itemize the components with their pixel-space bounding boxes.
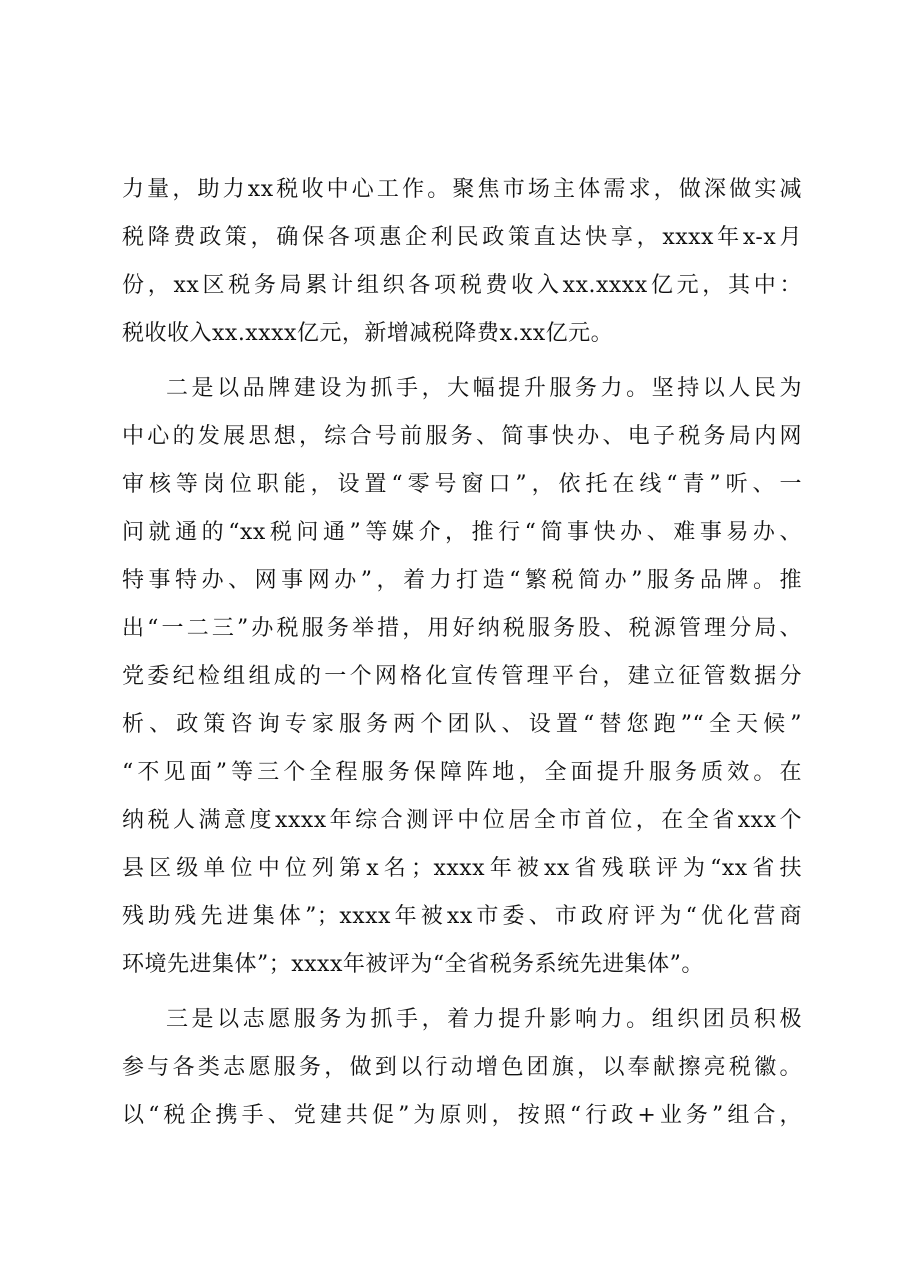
text-line: 税收收入xx.xxxx亿元，新增减税降费x.xx亿元。 [122, 321, 614, 346]
text-line: 出“一二三”办税服务举措，用好纳税服务股、税源管理分局、 [122, 616, 802, 641]
text-line: 税降费政策，确保各项惠企利民政策直达快享，xxxx年x-x月 [122, 225, 802, 250]
paragraph-gap [122, 358, 802, 365]
text-line: 中心的发展思想，综合号前服务、简事快办、电子税务局内网 [122, 424, 802, 449]
text-line: “不见面”等三个全程服务保障阵地，全面提升服务质效。在 [122, 760, 802, 785]
document-body [122, 166, 802, 1140]
paragraph-2 [122, 365, 802, 989]
text-line: 力量，助力xx税收中心工作。聚焦市场主体需求，做深做实减 [122, 177, 802, 202]
text-line: 以“税企携手、党建共促”为原则，按照“行政+业务”组合， [122, 1103, 802, 1128]
text-line: 残助残先进集体”；xxxx年被xx市委、市政府评为“优化营商 [122, 904, 802, 929]
text-line: 环境先进集体”；xxxx年被评为“全省税务系统先进集体”。 [122, 952, 704, 977]
text-line: 份，xx区税务局累计组织各项税费收入xx.xxxx亿元，其中： [122, 273, 802, 298]
text-line: 党委纪检组组成的一个网格化宣传管理平台，建立征管数据分 [122, 664, 802, 689]
text-line: 二是以品牌建设为抓手，大幅提升服务力。坚持以人民为 [166, 376, 802, 401]
text-line: 析、政策咨询专家服务两个团队、设置“替您跑”“全天候” [122, 712, 802, 737]
paragraph-gap [122, 989, 802, 996]
text-line: 县区级单位中位列第x名；xxxx年被xx省残联评为“xx省扶 [122, 856, 802, 881]
text-line: 参与各类志愿服务，做到以行动增色团旗，以奉献擦亮税徽。 [122, 1055, 802, 1080]
text-line: 纳税人满意度xxxx年综合测评中位居全市首位，在全省xxx个 [122, 808, 802, 833]
paragraph-3 [122, 996, 802, 1140]
paragraph-1 [122, 166, 802, 358]
text-line: 三是以志愿服务为抓手，着力提升影响力。组织团员积极 [166, 1007, 802, 1032]
text-line: 审核等岗位职能，设置“零号窗口”，依托在线“青”听、一 [122, 472, 802, 497]
text-line: 特事特办、网事网办”，着力打造“繁税简办”服务品牌。推 [122, 568, 802, 593]
text-line: 问就通的“xx税问通”等媒介，推行“简事快办、难事易办、 [122, 520, 802, 545]
